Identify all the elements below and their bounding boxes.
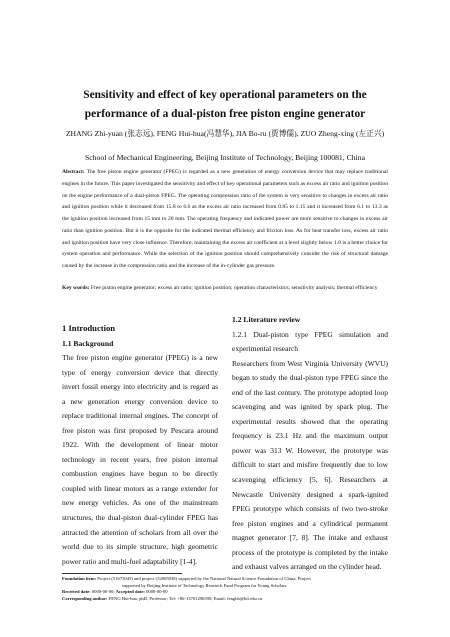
abstract — [62, 167, 388, 273]
left-column — [62, 321, 218, 569]
accepted-date: 0000-00-00 — [146, 589, 168, 594]
foundation-text-continued: supported by Beijing Institute of Technology Research Fund Program for Young Scholars — [122, 582, 287, 588]
right-column — [232, 313, 388, 575]
subsection-heading-background: 1.1 Background — [62, 338, 114, 348]
foundation-text: Project (51675043) and project (52005038) supported by the National Natural Science Foundation of China; Project — [97, 576, 311, 581]
foundation-label: Foundation item: — [62, 576, 97, 581]
abstract-text: The free piston engine generator (FPEG) is regarded as a new generation of energy conversion device that may replace traditional engines in the future. This paper investigated the sensitivity and effect of key operational parameters such as excess air ratio and ignition position on the engine performance of a dual-piston FPEG. The operating compression ratio of the system is very sensitive to changes in excess air ratio and ignition position while it decreased from 15.8 to 6.6 as the excess air ratio increased from 0.85 to 1.15 and it increased from 6.1 to 13.3 as the ignition position increased from 15 mm to 20 mm. The operating frequency and indicated power are more sensitive to changes in excess air ratio than ignition position. But it is the opposite for the indicated thermal efficiency and friction loss. As for heat transfer loss, excess air ratio and ignition position have very close influence. Therefore, maintaining the excess air coefficient at a level slightly below 1.0 is a better choice for system operation and performance. While the selection of the ignition position should comprehensively consider the risk of structural damage caused by the increase in the compression ratio and the increase of the in-cylinder gas pressure. — [62, 169, 388, 269]
keywords-label: Key words: — [62, 285, 90, 291]
received-date: 0000-00-00; — [91, 589, 115, 594]
keywords-text: Free piston engine generator; excess air ratio; ignition position; operation characteristics; sensitivity analysis; thermal efficiency — [90, 285, 378, 291]
footnote — [62, 576, 388, 602]
subsubsection-heading-dual-piston: 1.2.1 Dual-piston type FPEG simulation and experimental research — [232, 329, 388, 354]
foundation-line — [62, 576, 388, 589]
background-paragraph: The free piston engine generator (FPEG) is a new type of energy conversion device that directly invert fossil energy into electricity and is regard as a new generation energy conversion device to replace traditional internal engines. The concept of free piston was first proposed by Pescara around 1922. With the development of linear motor technology in recent years, free piston internal combustion engines have begun to be directly coupled with linear motors as a range extender for new energy vehicles. As one of the mainstream structures, the dual-piston dual-cylinder FPEG has attracted the attention of scholars from all over the world due to its simple structure, high geometric power ratio and multi-fuel adaptability [1-4]. — [62, 353, 218, 566]
received-label: Received date: — [62, 589, 91, 594]
corresponding-text: FENG Hui-hua, phD, Professor; Tel: +86-13701296590; Email: fenghh@bit.edu.cn — [108, 595, 263, 601]
footnote-divider — [62, 573, 182, 574]
affiliation: School of Mechanical Engineering, Beijing Institute of Technology, Beijing 100081, China — [84, 153, 365, 162]
subsection-heading-literature-review: 1.2 Literature review — [232, 315, 301, 324]
author-list: ZHANG Zhi-yuan (张志远), FENG Hui-hua(冯慧华), JIA Bo-ru (贾博儒), ZUO Zheng-xing (左正兴) — [65, 129, 385, 138]
literature-review-paragraph: Researchers from West Virginia University (WVU) began to study the dual-piston type FPEG since the end of the last century. The prototype adopted loop scavenging and was ignited by spark plug. The experimental results showed that the operating frequency is 23.1 Hz and the maximum output power was 313 W. However, the prototype was difficult to start and misfire frequently due to low scavenging efficiency [5, 6]. Researchers at Newcastle University designed a spark-ignited FPEG prototype which consists of two two-stroke free piston engines and a cylindrical permanent magnet generator [7, 8]. The intake and exhaust process of the prototype is completed by the intake and exhaust valves arranged on the cylinder head. — [232, 358, 388, 572]
paper-title — [30, 86, 420, 124]
accepted-label: Accepted date: — [115, 589, 145, 594]
corresponding-label: Corresponding author: — [62, 595, 108, 601]
keywords — [62, 283, 388, 294]
corresponding-line — [62, 596, 388, 603]
title-line-2: performance of a dual-piston free piston engine generator — [84, 108, 366, 120]
title-line-1: Sensitivity and effect of key operational parameters on the — [83, 89, 367, 101]
abstract-label: Abstract: — [62, 169, 85, 175]
section-heading-introduction: 1 Introduction — [62, 323, 116, 333]
